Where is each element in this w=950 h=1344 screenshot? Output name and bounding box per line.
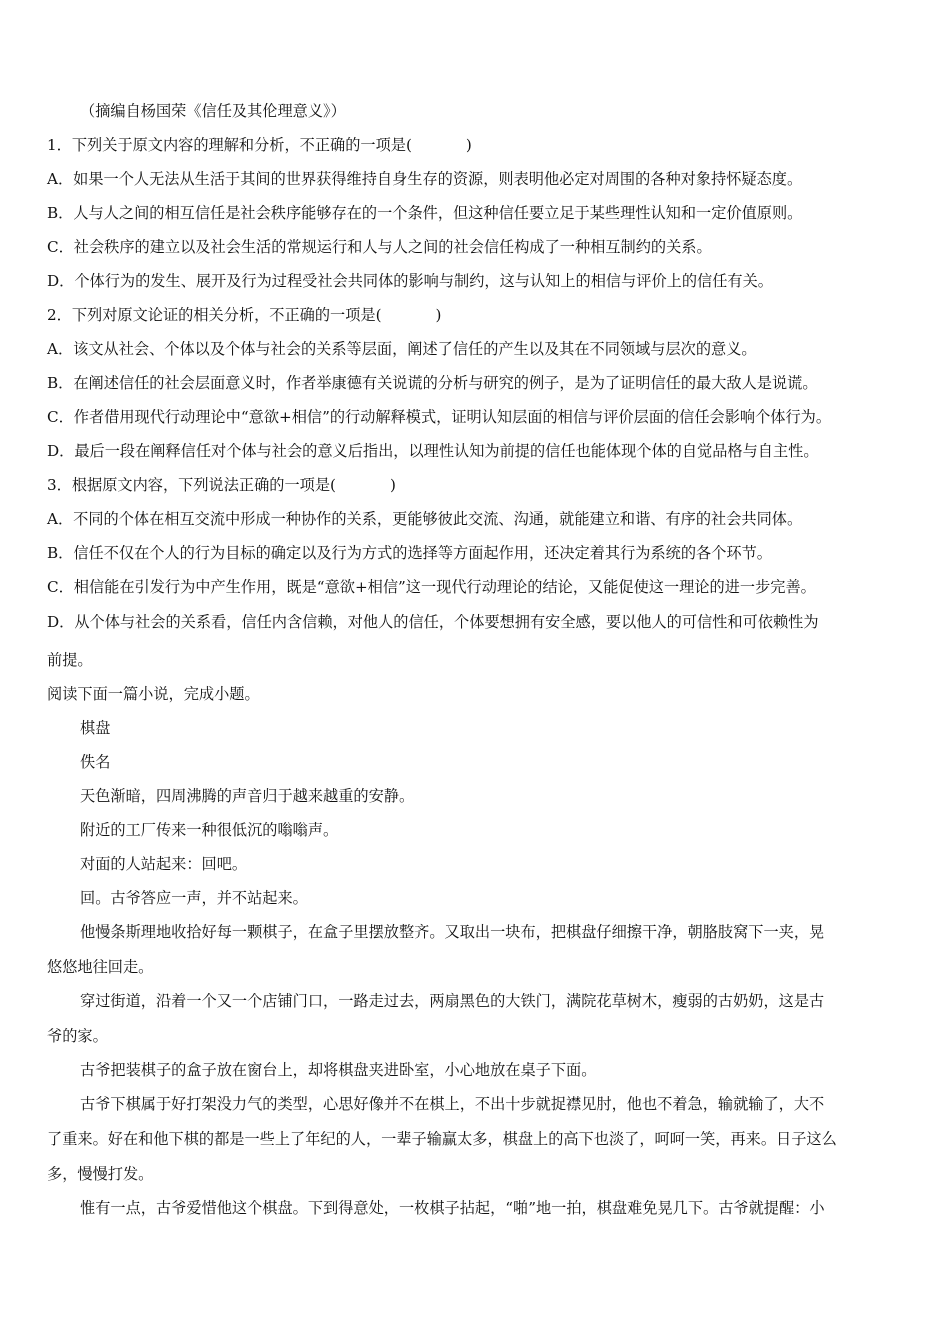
question-2-option-c: C．作者借用现代行动理论中“意欲+相信”的行动解释模式，证明认知层面的相信与评价层面的信任会影响个体行为。: [47, 408, 832, 426]
question-2-option-d: D．最后一段在阐释信任对个体与社会的意义后指出，以理性认知为前提的信任也能体现个体的自觉品格与自主性。: [47, 442, 819, 460]
question-3-option-c: C．相信能在引发行为中产生作用，既是“意欲+相信”这一现代行动理论的结论，又能促使这一理论的进一步完善。: [47, 578, 816, 596]
story-line: 古爷下棋属于好打架没力气的类型，心思好像并不在棋上，不出十步就捉襟见肘，他也不着急，输就输了，大不: [80, 1095, 825, 1113]
story-line: 惟有一点，古爷爱惜他这个棋盘。下到得意处，一枚棋子拈起，“啪”地一拍，棋盘难免晃几下。古爷就提醒：小: [80, 1199, 825, 1217]
question-3-option-a: A．不同的个体在相互交流中形成一种协作的关系，更能够彼此交流、沟通，就能建立和谐、有序的社会共同体。: [47, 510, 803, 528]
question-3-stem-text: 3．根据原文内容，下列说法正确的一项是(: [47, 476, 336, 494]
story-line: 穿过街道，沿着一个又一个店铺门口，一路走过去，两扇黑色的大铁门，满院花草树木，瘦弱的古奶奶，这是古: [80, 992, 825, 1010]
source-citation: （摘编自杨国荣《信任及其伦理意义》）: [80, 102, 346, 120]
question-3-stem: [47, 474, 396, 496]
question-1-stem-end: ): [465, 136, 472, 154]
story-line: 他慢条斯理地收拾好每一颗棋子，在盒子里摆放整齐。又取出一块布，把棋盘仔细擦干净，朝胳肢窝下一夹，晃: [80, 923, 825, 941]
question-1-stem: [47, 134, 472, 156]
question-1-option-d: D．个体行为的发生、展开及行为过程受社会共同体的影响与制约，这与认知上的相信与评价上的信任有关。: [47, 272, 773, 290]
story-line: 天色渐暗，四周沸腾的声音归于越来越重的安静。: [80, 787, 415, 805]
question-2-option-a: A．该文从社会、个体以及个体与社会的关系等层面，阐述了信任的产生以及其在不同领域与层次的意义。: [47, 340, 757, 358]
question-1-option-c: C．社会秩序的建立以及社会生活的常规运行和人与人之间的社会信任构成了一种相互制约的关系。: [47, 238, 712, 256]
question-3-option-d-continued: 前提。: [47, 651, 93, 669]
question-3-option-d: D．从个体与社会的关系看，信任内含信赖，对他人的信任，个体要想拥有安全感，要以他人的可信性和可依赖性为: [47, 613, 819, 631]
story-line: 多，慢慢打发。: [47, 1165, 154, 1183]
question-3-option-b: B．信任不仅在个人的行为目标的确定以及行为方式的选择等方面起作用，还决定着其行为系统的各个环节。: [47, 544, 772, 562]
story-author: 佚名: [80, 753, 111, 771]
question-1-option-a: A．如果一个人无法从生活于其间的世界获得维持自身生存的资源，则表明他必定对周围的各种对象持怀疑态度。: [47, 170, 803, 188]
story-line: 了重来。好在和他下棋的都是一些上了年纪的人，一辈子输赢太多，棋盘上的高下也淡了，呵呵一笑，再来。日子这么: [47, 1130, 837, 1148]
story-line: 悠悠地往回走。: [47, 958, 154, 976]
question-3-stem-end: ): [389, 476, 396, 494]
story-title: 棋盘: [80, 719, 111, 737]
question-2-stem-end: ): [435, 306, 442, 324]
question-2-stem: [47, 304, 441, 326]
story-line: 附近的工厂传来一种很低沉的嗡嗡声。: [80, 821, 339, 839]
reading-instruction: 阅读下面一篇小说，完成小题。: [47, 685, 260, 703]
question-2-stem-text: 2．下列对原文论证的相关分析，不正确的一项是(: [47, 306, 382, 324]
story-line: 古爷把装棋子的盒子放在窗台上，却将棋盘夹进卧室，小心地放在桌子下面。: [80, 1061, 597, 1079]
story-line: 回。古爷答应一声，并不站起来。: [80, 889, 308, 907]
question-1-stem-text: 1．下列关于原文内容的理解和分析，不正确的一项是(: [47, 136, 412, 154]
question-1-option-b: B．人与人之间的相互信任是社会秩序能够存在的一个条件，但这种信任要立足于某些理性认知和一定价值原则。: [47, 204, 803, 222]
question-2-option-b: B．在阐述信任的社会层面意义时，作者举康德有关说谎的分析与研究的例子，是为了证明信任的最大敌人是说谎。: [47, 374, 818, 392]
story-line: 爷的家。: [47, 1027, 108, 1045]
story-line: 对面的人站起来：回吧。: [80, 855, 248, 873]
